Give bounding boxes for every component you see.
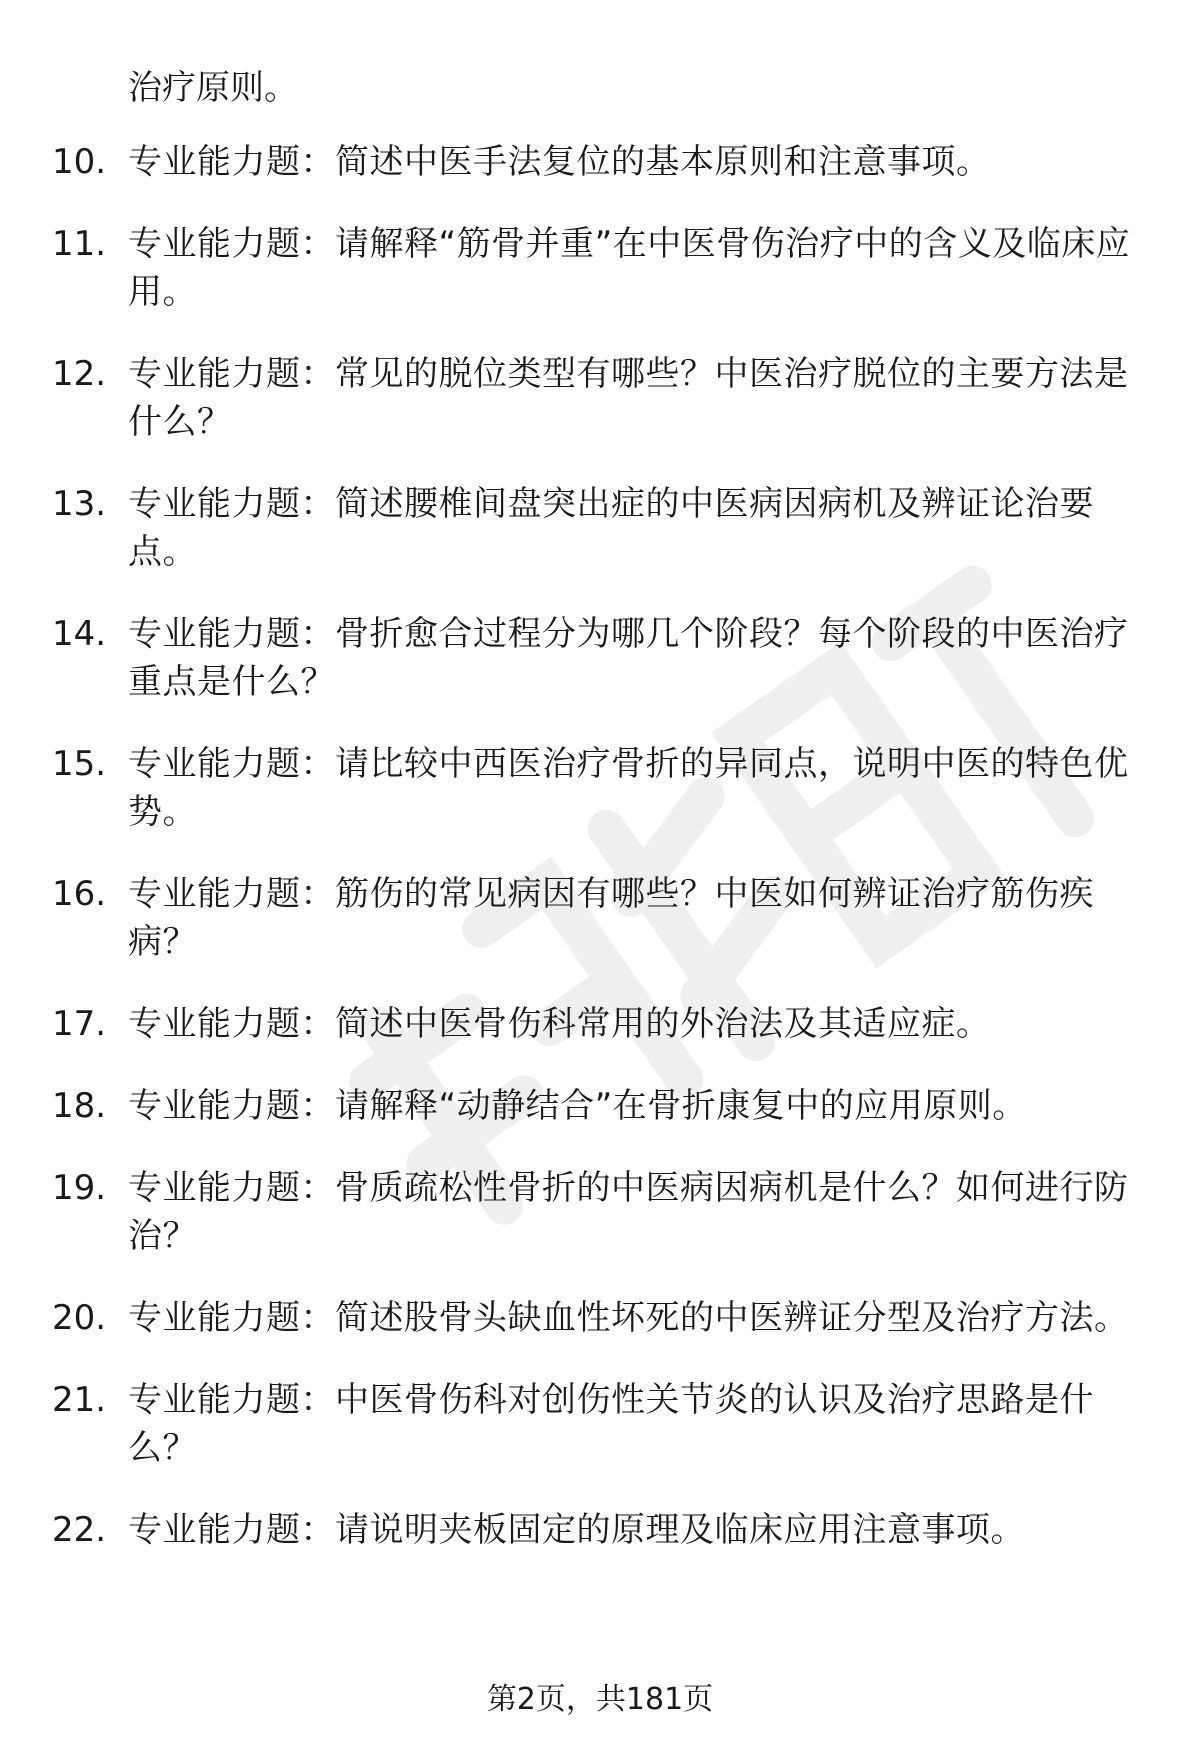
question-number: 15.: [52, 744, 107, 784]
page-footer: 第2页，共181页: [486, 1682, 714, 1717]
question-number: 17.: [52, 1004, 107, 1044]
question-text: 专业能力题：常见的脱位类型有哪些？中医治疗脱位的主要方法是什么？: [128, 354, 1129, 442]
question-text: 专业能力题：骨质疏松性骨折的中医病因病机是什么？如何进行防治？: [128, 1168, 1129, 1256]
question-number: 22.: [52, 1510, 107, 1550]
question-text: 专业能力题：请比较中西医治疗骨折的异同点，说明中医的特色优势。: [128, 744, 1129, 832]
question-number: 13.: [52, 484, 107, 524]
question-item: [0, 610, 1200, 706]
question-item: [0, 138, 1200, 186]
question-item: [0, 1082, 1200, 1130]
question-item: [0, 350, 1200, 446]
question-number: 10.: [52, 142, 107, 182]
question-number: 19.: [52, 1168, 107, 1208]
question-item: [0, 870, 1200, 966]
question-text: 专业能力题：请说明夹板固定的原理及临床应用注意事项。: [128, 1510, 1025, 1550]
question-text: 专业能力题：简述中医手法复位的基本原则和注意事项。: [128, 142, 991, 182]
question-item: [0, 1164, 1200, 1260]
question-number: 18.: [52, 1086, 107, 1126]
question-number: 11.: [52, 224, 107, 264]
question-number: 21.: [52, 1380, 107, 1420]
question-item: [0, 1000, 1200, 1048]
question-text: 专业能力题：请解释“动静结合”在骨折康复中的应用原则。: [128, 1086, 1027, 1126]
question-item: [0, 1294, 1200, 1342]
question-item: [0, 1506, 1200, 1554]
question-text: 专业能力题：筋伤的常见病因有哪些？中医如何辨证治疗筋伤疾病？: [128, 874, 1094, 962]
question-text: 专业能力题：简述股骨头缺血性坏死的中医辨证分型及治疗方法。: [128, 1298, 1129, 1338]
question-text: 专业能力题：中医骨伤科对创伤性关节炎的认识及治疗思路是什么？: [128, 1380, 1094, 1468]
question-number: 14.: [52, 614, 107, 654]
question-list: [0, 138, 1200, 1588]
question-text: 专业能力题：请解释“筋骨并重”在中医骨伤治疗中的含义及临床应用。: [128, 224, 1131, 312]
question-number: 20.: [52, 1298, 107, 1338]
question-item: [0, 1376, 1200, 1472]
question-number: 12.: [52, 354, 107, 394]
question-item: [0, 480, 1200, 576]
question-item: [0, 740, 1200, 836]
question-number: 16.: [52, 874, 107, 914]
question-text: 专业能力题：简述中医骨伤科常用的外治法及其适应症。: [128, 1004, 991, 1044]
question-text: 专业能力题：简述腰椎间盘突出症的中医病因病机及辨证论治要点。: [128, 484, 1094, 572]
question-item: [0, 220, 1200, 316]
question-text: 专业能力题：骨折愈合过程分为哪几个阶段？每个阶段的中医治疗重点是什么？: [128, 614, 1129, 702]
continuation-text: 治疗原则。: [128, 68, 298, 108]
